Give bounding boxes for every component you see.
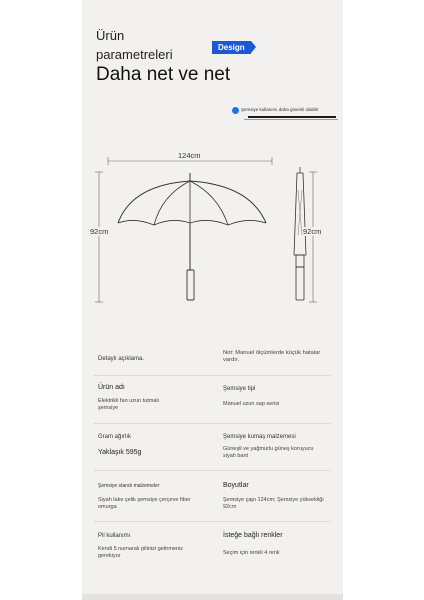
weight-label: Gram ağırlık — [98, 434, 132, 440]
separator — [94, 423, 331, 424]
separator — [94, 470, 331, 471]
product-parameters-card — [82, 0, 343, 600]
battery-label: Pil kullanımı — [98, 533, 131, 539]
type-value: Manuel uzun sap serisi — [223, 401, 280, 407]
size-value: Şemsiye çapı 124cm; Şemsiye yüksekliği 92cm — [223, 497, 324, 510]
tip-underline-light — [244, 119, 338, 120]
card-bottom-edge — [82, 594, 343, 600]
product-name-label: Ürün adı — [98, 384, 125, 391]
width-dimension: 124cm — [178, 151, 201, 160]
battery-value: Kendi 5 numaralı pilinizi getirmeniz gerekiyor — [98, 546, 183, 559]
title-line-3: Daha net ve net — [96, 64, 231, 85]
height-dimension-right: 92cm — [303, 227, 322, 236]
fabric-value: Güneşli ve yağmurlu güneş koruyucu siyah bant — [223, 446, 314, 459]
detail-label: Detaylı açıklama. — [98, 356, 145, 362]
separator — [94, 375, 331, 376]
fabric-label: Şemsiye kumaş malzemesi — [223, 434, 296, 440]
height-dimension-left: 92cm — [90, 227, 109, 236]
design-badge: Design — [212, 41, 251, 54]
size-label: Boyutlar — [223, 482, 249, 489]
detail-note: Not: Manuel ölçümlerde küçük hatalar vardır. — [223, 350, 321, 363]
tip-underline — [248, 116, 336, 118]
frame-label: Şemsiye standı malzemeler — [98, 483, 160, 489]
title-line-2: parametreleri — [96, 47, 173, 62]
product-name-value: Elektrikli fan uzun tutmalı şemsiye — [98, 398, 160, 411]
frame-value: Siyah lake çelik şemsiye çerçeve fiber omurga — [98, 497, 191, 510]
type-label: Şemsiye tipi — [223, 386, 256, 392]
tip-dot-icon — [232, 107, 239, 114]
separator — [94, 521, 331, 522]
title-line-1: Ürün — [96, 28, 125, 43]
colors-label: İsteğe bağlı renkler — [223, 532, 283, 539]
tip-text: Şemsiye kullanımı daha güvenli olabilir — [241, 107, 319, 112]
colors-value: Seçim için renkli 4 renk — [223, 550, 280, 556]
weight-value: Yaklaşık 595g — [98, 449, 142, 456]
